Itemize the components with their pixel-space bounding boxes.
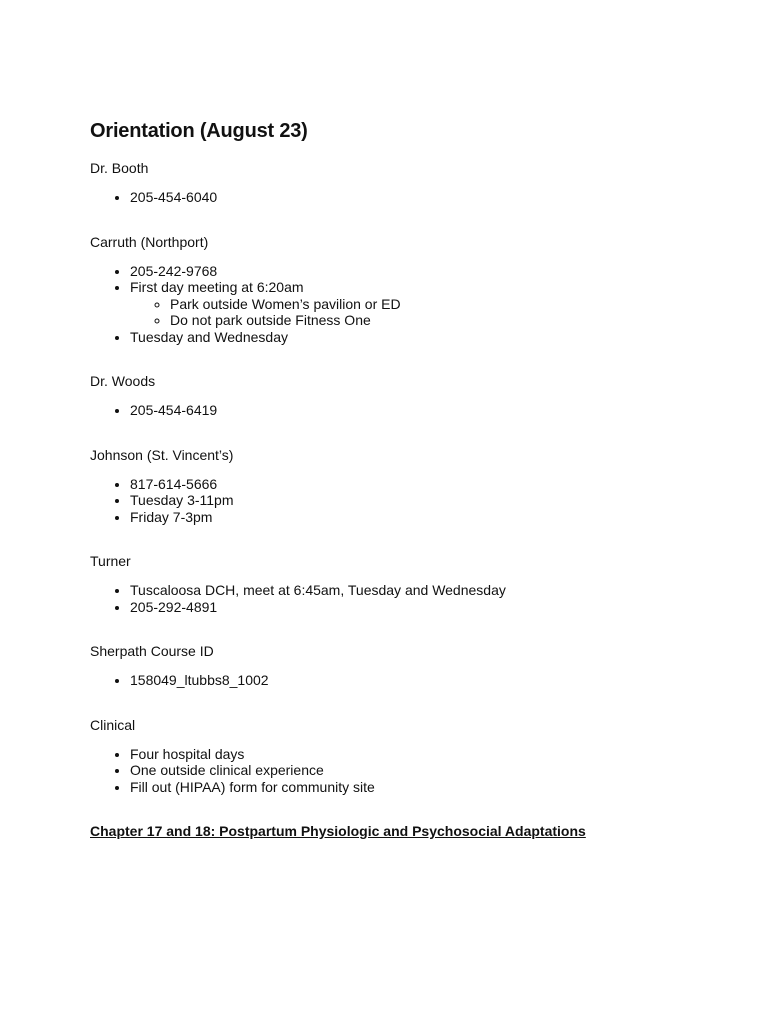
- list-item: • Four hospital days: [130, 746, 730, 763]
- list-johnson: [90, 476, 730, 526]
- list-clinical: [90, 746, 730, 796]
- document-page: [90, 118, 730, 840]
- list-item: • Fill out (HIPAA) form for community site: [130, 779, 730, 796]
- list-item: • Friday 7-3pm: [130, 509, 730, 526]
- list-carruth: [90, 263, 730, 346]
- section-label-turner: Turner: [90, 553, 131, 569]
- list-item-text: First day meeting at 6:20am: [130, 279, 304, 295]
- list-item: • 817-614-5666: [130, 476, 730, 493]
- list-item: • Tuesday and Wednesday: [130, 329, 730, 346]
- list-item: • 205-292-4891: [130, 599, 730, 616]
- list-item: • Tuscaloosa DCH, meet at 6:45am, Tuesday and Wednesday: [130, 582, 730, 599]
- list-item: • 205-242-9768: [130, 263, 730, 280]
- sublist-item: ◦ Park outside Women’s pavilion or ED: [170, 296, 730, 313]
- list-dr-booth: [90, 189, 730, 206]
- list-item: • One outside clinical experience: [130, 762, 730, 779]
- section-label-carruth: Carruth (Northport): [90, 233, 209, 250]
- list-item: • Tuesday 3-11pm: [130, 492, 730, 509]
- list-item-with-subitems: [130, 279, 730, 329]
- list-dr-woods: [90, 402, 730, 419]
- list-sherpath: [90, 672, 730, 689]
- list-turner: [90, 582, 730, 615]
- list-item: • 205-454-6040: [130, 189, 730, 206]
- section-label-clinical: Clinical: [90, 716, 136, 733]
- section-label-sherpath: Sherpath Course ID: [90, 643, 214, 659]
- section-label-dr-woods: Dr. Woods: [90, 373, 156, 389]
- sublist-carruth: [130, 296, 730, 329]
- chapter-heading: Chapter 17 and 18: Postpartum Physiologic and Psychosocial Adaptations: [90, 823, 586, 839]
- list-item: • 205-454-6419: [130, 402, 730, 419]
- list-item: • 158049_ltubbs8_1002: [130, 672, 730, 689]
- section-label-dr-booth: Dr. Booth: [90, 160, 149, 176]
- page-title: Orientation (August 23): [90, 120, 308, 142]
- section-label-johnson: Johnson (St. Vincent’s): [90, 446, 234, 463]
- sublist-item: ◦ Do not park outside Fitness One: [170, 312, 730, 329]
